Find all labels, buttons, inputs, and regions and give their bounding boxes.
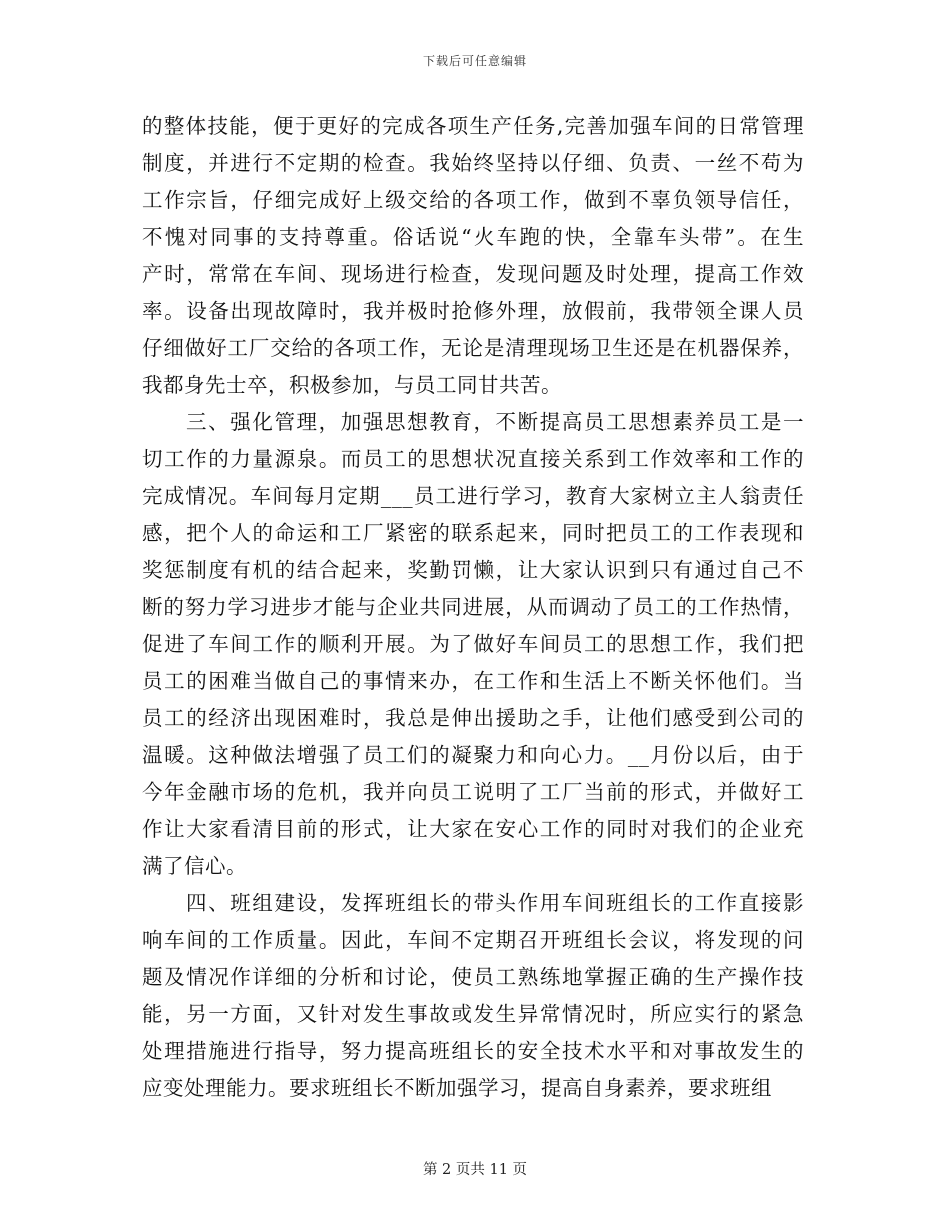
text-line: 率。设备出现故障时，我并极时抢修外理，放假前，我带领全课人员: [142, 299, 804, 323]
text-line: 工作宗旨，仔细完成好上级交给的各项工作，做到不辜负领导信任，: [142, 188, 804, 212]
text-line: 作让大家看清目前的形式，让大家在安心工作的同时对我们的企业充: [142, 817, 804, 841]
text-line: 促进了车间工作的顺利开展。为了做好车间员工的思想工作，我们把: [142, 632, 804, 656]
text-line: 仔细做好工厂交给的各项工作，无论是清理现场卫生还是在机器保养，: [142, 336, 804, 360]
text-line: 切工作的力量源泉。而员工的思想状况直接关系到工作效率和工作的: [142, 447, 804, 471]
text-line: 能，另一方面，又针对发生事故或发生异常情况时，所应实行的紧急: [142, 1002, 804, 1026]
text-line: 温暖。这种做法增强了员工们的凝聚力和向心力。__月份以后，由于: [142, 743, 804, 767]
document-body: [142, 108, 804, 1107]
page-number-footer: 第 2 页共 11 页: [422, 1162, 528, 1178]
text-line: 产时，常常在车间、现场进行检查，发现问题及时处理，提高工作效: [142, 262, 804, 286]
text-line: 完成情况。车间每月定期___员工进行学习，教育大家树立主人翁责任: [142, 484, 804, 508]
text-line: 我都身先士卒，积极参加，与员工同甘共苦。: [142, 373, 562, 397]
text-line: 四、班组建设，发挥班组长的带头作用车间班组长的工作直接影: [186, 891, 804, 915]
paragraph: [142, 885, 804, 1107]
paragraph: [142, 108, 804, 404]
text-line: 处理措施进行指导，努力提高班组长的安全技术水平和对事故发生的: [142, 1039, 804, 1063]
text-line: 三、强化管理，加强思想教育，不断提高员工思想素养员工是一: [186, 410, 804, 434]
text-line: 满了信心。: [142, 854, 247, 878]
text-line: 奖惩制度有机的结合起来，奖勤罚懒，让大家认识到只有通过自己不: [142, 558, 804, 582]
text-line: 感，把个人的命运和工厂紧密的联系起来，同时把员工的工作表现和: [142, 521, 804, 545]
text-line: 员工的困难当做自己的事情来办，在工作和生活上不断关怀他们。当: [142, 669, 804, 693]
text-line: 应变处理能力。要求班组长不断加强学习，提高自身素养，要求班组: [142, 1076, 772, 1100]
paragraph: [142, 404, 804, 885]
text-line: 题及情况作详细的分析和讨论，使员工熟练地掌握正确的生产操作技: [142, 965, 804, 989]
text-line: 响车间的工作质量。因此，车间不定期召开班组长会议，将发现的问: [142, 928, 804, 952]
text-line: 制度，并进行不定期的检查。我始终坚持以仔细、负责、一丝不苟为: [142, 151, 804, 175]
page-header-note: 下载后可任意编辑: [422, 54, 527, 68]
text-line: 的整体技能，便于更好的完成各项生产任务,完善加强车间的日常管理: [142, 114, 804, 138]
text-line: 断的努力学习进步才能与企业共同进展，从而调动了员工的工作热情，: [142, 595, 804, 619]
text-line: 今年金融市场的危机，我并向员工说明了工厂当前的形式，并做好工: [142, 780, 804, 804]
text-line: 员工的经济出现困难时，我总是伸出援助之手，让他们感受到公司的: [142, 706, 804, 730]
text-line: 不愧对同事的支持尊重。俗话说“火车跑的快，全靠车头带”。在生: [142, 225, 804, 249]
